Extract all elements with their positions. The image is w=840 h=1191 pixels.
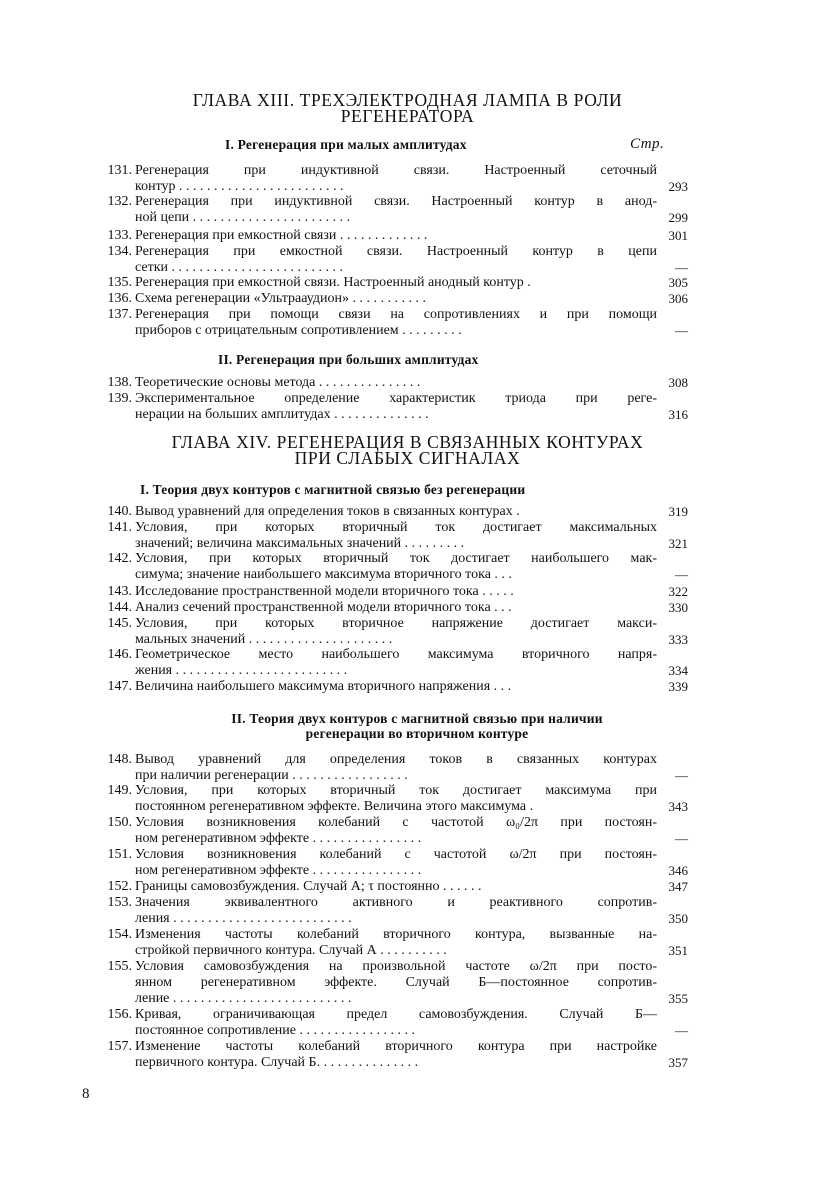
toc-entry-page: — bbox=[675, 1023, 688, 1038]
ch14-section-2-heading bbox=[177, 711, 657, 741]
toc-entry-line: стройкой первичного контура. Случай А . . . . . . . . . . bbox=[135, 943, 447, 958]
toc-entry-line: контур . . . . . . . . . . . . . . . . . . . . . . . . bbox=[135, 179, 344, 194]
toc-entry-line: симума; значение наибольшего максимума вторичного тока . . . bbox=[135, 567, 512, 582]
toc-entry-number: 136. bbox=[107, 291, 132, 306]
toc-entry-number: 151. bbox=[107, 847, 132, 862]
toc-entry-line: Исследование пространственной модели вторичного тока . . . . . bbox=[135, 584, 514, 599]
toc-entry-line: Регенерация при емкостной связи. Настроенный анодный контур . bbox=[135, 275, 531, 290]
toc-entry bbox=[78, 616, 688, 648]
toc-entry-title bbox=[135, 307, 657, 339]
toc-entry-title bbox=[135, 194, 657, 226]
toc-entry-number: 150. bbox=[107, 815, 132, 830]
toc-entry-page: 321 bbox=[668, 536, 688, 551]
toc-entry-title bbox=[135, 895, 657, 927]
toc-entry-page: 293 bbox=[668, 179, 688, 194]
toc-entry bbox=[78, 600, 688, 616]
toc-entry-page: 346 bbox=[668, 863, 688, 878]
toc-entry-title bbox=[135, 647, 657, 679]
toc-entry-number: 133. bbox=[107, 228, 132, 243]
toc-entry-number: 141. bbox=[107, 520, 132, 535]
toc-entry-title bbox=[135, 927, 657, 959]
chapter-14-title-line-1: ГЛАВА XIV. РЕГЕНЕРАЦИЯ В СВЯЗАННЫХ КОНТУРАХ bbox=[171, 432, 644, 452]
page-column-label: Стр. bbox=[630, 136, 665, 152]
toc-entry-line: Условия, при которых вторичное напряжение достигает макси- bbox=[135, 616, 657, 631]
toc-entry-page: 316 bbox=[668, 407, 688, 422]
toc-entry-title bbox=[135, 847, 657, 879]
toc-entry-page: 351 bbox=[668, 943, 688, 958]
toc-entry-line: Схема регенерации «Ультрааудион» . . . . . . . . . . . bbox=[135, 291, 426, 306]
toc-entry-page: 343 bbox=[668, 799, 688, 814]
toc-entry-title bbox=[135, 600, 657, 616]
toc-entry bbox=[78, 244, 688, 276]
chapter-13-title bbox=[130, 92, 685, 124]
toc-entry-line: Условия возникновения колебаний с частотой ω₀/2π при постоян- bbox=[135, 815, 657, 830]
toc-entry-line: Теоретические основы метода . . . . . . . . . . . . . . . bbox=[135, 375, 421, 390]
toc-entry-line: ном регенеративном эффекте . . . . . . . . . . . . . . . . bbox=[135, 831, 422, 846]
toc-entry-line: Границы самовозбуждения. Случай А; τ постоянно . . . . . . bbox=[135, 879, 482, 894]
toc-entry-title bbox=[135, 815, 657, 847]
toc-entry-title bbox=[135, 275, 657, 291]
toc-entry-page: 301 bbox=[668, 228, 688, 243]
toc-entry-number: 146. bbox=[107, 647, 132, 662]
toc-entry-title bbox=[135, 163, 657, 195]
toc-entry-number: 139. bbox=[107, 391, 132, 406]
toc-entry-title bbox=[135, 1039, 657, 1071]
toc-entry-page: 347 bbox=[668, 879, 688, 894]
toc-entry bbox=[78, 679, 688, 695]
toc-entry-line: при наличии регенерации . . . . . . . . . . . . . . . . . bbox=[135, 768, 408, 783]
toc-entry-line: ном регенеративном эффекте . . . . . . . . . . . . . . . . bbox=[135, 863, 422, 878]
toc-entry-title bbox=[135, 375, 657, 391]
toc-entry-number: 152. bbox=[107, 879, 132, 894]
toc-entry-line: Условия самовозбуждения на произвольной частоте ω/2π при посто- bbox=[135, 959, 657, 974]
toc-entry-line: янном регенеративном эффекте. Случай Б—постоянное сопротив- bbox=[135, 975, 657, 990]
toc-entry bbox=[78, 895, 688, 927]
toc-entry-line: ной цепи . . . . . . . . . . . . . . . . . . . . . . . bbox=[135, 210, 351, 225]
toc-entry-number: 155. bbox=[107, 959, 132, 974]
toc-entry-title bbox=[135, 879, 657, 895]
chapter-13-title-line-1: ГЛАВА XIII. ТРЕХЭЛЕКТРОДНАЯ ЛАМПА В РОЛИ bbox=[192, 90, 623, 110]
toc-entry-title bbox=[135, 391, 657, 423]
toc-entry-title bbox=[135, 228, 657, 244]
toc-entry bbox=[78, 228, 688, 244]
toc-entry-line: Условия, при которых вторичный ток достигает максимума при bbox=[135, 783, 657, 798]
toc-entry-title bbox=[135, 291, 657, 307]
toc-entry-line: Регенерация при емкостной связи . . . . . . . . . . . . . bbox=[135, 228, 428, 243]
toc-entry-page: 355 bbox=[668, 991, 688, 1006]
page-number: 8 bbox=[82, 1086, 90, 1102]
toc-entry-number: 154. bbox=[107, 927, 132, 942]
toc-entry bbox=[78, 879, 688, 895]
toc-entry-page: — bbox=[675, 768, 688, 783]
toc-entry-line: первичного контура. Случай Б. . . . . . . . . . . . . . . bbox=[135, 1055, 419, 1070]
toc-entry-line: Значения эквивалентного активного и реактивного сопротив- bbox=[135, 895, 657, 910]
toc-entry-page: 333 bbox=[668, 632, 688, 647]
toc-entry-line: ление . . . . . . . . . . . . . . . . . . . . . . . . . . bbox=[135, 991, 352, 1006]
toc-entry-title bbox=[135, 679, 657, 695]
toc-entry-number: 144. bbox=[107, 600, 132, 615]
toc-entry-page: 339 bbox=[668, 679, 688, 694]
toc-entry-number: 148. bbox=[107, 752, 132, 767]
toc-entry-number: 142. bbox=[107, 551, 132, 566]
toc-entry bbox=[78, 1039, 688, 1071]
toc-entry-number: 140. bbox=[107, 504, 132, 519]
toc-entry bbox=[78, 504, 688, 520]
toc-entry-number: 147. bbox=[107, 679, 132, 694]
toc-entry-number: 153. bbox=[107, 895, 132, 910]
toc-entry-page: 350 bbox=[668, 911, 688, 926]
toc-entry-line: Регенерация при емкостной связи. Настроенный контур в цепи bbox=[135, 244, 657, 259]
toc-entry-number: 134. bbox=[107, 244, 132, 259]
toc-entry-number: 135. bbox=[107, 275, 132, 290]
toc-entry-page: 319 bbox=[668, 504, 688, 519]
toc-entry-line: Вывод уравнений для определения токов в связанных контурах . bbox=[135, 504, 520, 519]
toc-entry-page: 334 bbox=[668, 663, 688, 678]
toc-entry bbox=[78, 291, 688, 307]
toc-entry-line: Геометрическое место наибольшего максимума вторичного напря- bbox=[135, 647, 657, 662]
toc-entry-title bbox=[135, 584, 657, 600]
toc-entry-line: Изменения частоты колебаний вторичного контура, вызванные на- bbox=[135, 927, 657, 942]
toc-entry bbox=[78, 752, 688, 784]
toc-entry-line: постоянное сопротивление . . . . . . . . . . . . . . . . . bbox=[135, 1023, 415, 1038]
toc-entry bbox=[78, 275, 688, 291]
ch14-section-2-heading-line-1: II. Теория двух контуров с магнитной связью при наличии bbox=[231, 711, 603, 726]
toc-entry-page: 299 bbox=[668, 210, 688, 225]
toc-entry-number: 137. bbox=[107, 307, 132, 322]
toc-entry-page: 306 bbox=[668, 291, 688, 306]
toc-entry-line: Кривая, ограничивающая предел самовозбуждения. Случай Б— bbox=[135, 1007, 657, 1022]
toc-entry-line: Условия возникновения колебаний с частотой ω/2π при постоян- bbox=[135, 847, 657, 862]
toc-entry-page: 305 bbox=[668, 275, 688, 290]
toc-entry-title bbox=[135, 783, 657, 815]
chapter-13-title-line-2: РЕГЕНЕРАТОРА bbox=[340, 106, 475, 126]
toc-entry-page: 330 bbox=[668, 600, 688, 615]
toc-entry bbox=[78, 307, 688, 339]
toc-entry bbox=[78, 194, 688, 226]
toc-entry-line: мальных значений . . . . . . . . . . . . . . . . . . . . . bbox=[135, 632, 393, 647]
ch14-section-1-heading: I. Теория двух контуров с магнитной связью без регенерации bbox=[140, 482, 526, 497]
toc-entry-title bbox=[135, 504, 657, 520]
toc-entry-number: 156. bbox=[107, 1007, 132, 1022]
toc-entry-line: Условия, при которых вторичный ток достигает максимальных bbox=[135, 520, 657, 535]
toc-entry-line: Вывод уравнений для определения токов в связанных контурах bbox=[135, 752, 657, 767]
toc-entry-number: 157. bbox=[107, 1039, 132, 1054]
ch13-section-2-heading: II. Регенерация при больших амплитудах bbox=[218, 352, 479, 367]
toc-entry-number: 138. bbox=[107, 375, 132, 390]
toc-entry-title bbox=[135, 616, 657, 648]
toc-entry-number: 131. bbox=[107, 163, 132, 178]
toc-entry-line: Экспериментальное определение характеристик триода при реге- bbox=[135, 391, 657, 406]
toc-entry-title bbox=[135, 244, 657, 276]
toc-entry-line: жения . . . . . . . . . . . . . . . . . . . . . . . . . bbox=[135, 663, 348, 678]
toc-entry bbox=[78, 163, 688, 195]
toc-entry-page: — bbox=[675, 831, 688, 846]
toc-entry-line: Регенерация при индуктивной связи. Настроенный сеточный bbox=[135, 163, 657, 178]
toc-entry bbox=[78, 551, 688, 583]
toc-entry-title bbox=[135, 520, 657, 552]
toc-entry bbox=[78, 584, 688, 600]
toc-entry bbox=[78, 959, 688, 1007]
toc-entry-line: ления . . . . . . . . . . . . . . . . . . . . . . . . . . bbox=[135, 911, 352, 926]
toc-entry-line: сетки . . . . . . . . . . . . . . . . . . . . . . . . . bbox=[135, 260, 344, 275]
toc-entry-number: 149. bbox=[107, 783, 132, 798]
ch14-section-2-heading-line-2: регенерации во вторичном контуре bbox=[305, 726, 529, 741]
toc-entry-line: Анализ сечений пространственной модели вторичного тока . . . bbox=[135, 600, 512, 615]
toc-entry bbox=[78, 375, 688, 391]
toc-entry-line: Условия, при которых вторичный ток достигает наибольшего мак- bbox=[135, 551, 657, 566]
toc-entry-page: 308 bbox=[668, 375, 688, 390]
toc-entry-line: нерации на больших амплитудах . . . . . . . . . . . . . . bbox=[135, 407, 429, 422]
toc-entry-page: — bbox=[675, 567, 688, 582]
toc-entry bbox=[78, 520, 688, 552]
toc-entry bbox=[78, 927, 688, 959]
toc-entry bbox=[78, 815, 688, 847]
toc-entry bbox=[78, 647, 688, 679]
toc-entry-line: постоянном регенеративном эффекте. Величина этого максимума . bbox=[135, 799, 534, 814]
toc-entry-number: 143. bbox=[107, 584, 132, 599]
toc-entry-line: Регенерация при помощи связи на сопротивлениях и при помощи bbox=[135, 307, 657, 322]
toc-entry-line: приборов с отрицательным сопротивлением . . . . . . . . . bbox=[135, 323, 462, 338]
toc-entry-line: значений; величина максимальных значений . . . . . . . . . bbox=[135, 536, 465, 551]
toc-entry-page: 357 bbox=[668, 1055, 688, 1070]
toc-entry bbox=[78, 391, 688, 423]
toc-entry-title bbox=[135, 1007, 657, 1039]
toc-entry-line: Регенерация при индуктивной связи. Настроенный контур в анод- bbox=[135, 194, 657, 209]
toc-entry-title bbox=[135, 959, 657, 1007]
toc-entry-page: 322 bbox=[668, 584, 688, 599]
chapter-14-title-line-2: ПРИ СЛАБЫХ СИГНАЛАХ bbox=[294, 448, 521, 468]
ch13-section-1-heading: I. Регенерация при малых амплитудах bbox=[225, 137, 467, 152]
toc-entry-line: Изменение частоты колебаний вторичного контура при настройке bbox=[135, 1039, 657, 1054]
toc-entry-title bbox=[135, 551, 657, 583]
toc-entry-line: Величина наибольшего максимума вторичного напряжения . . . bbox=[135, 679, 512, 694]
toc-entry-title bbox=[135, 752, 657, 784]
chapter-14-title bbox=[130, 434, 685, 466]
toc-entry bbox=[78, 783, 688, 815]
toc-entry-page: — bbox=[675, 260, 688, 275]
toc-entry-page: — bbox=[675, 323, 688, 338]
toc-entry-number: 132. bbox=[107, 194, 132, 209]
toc-entry bbox=[78, 1007, 688, 1039]
toc-entry bbox=[78, 847, 688, 879]
toc-entry-number: 145. bbox=[107, 616, 132, 631]
